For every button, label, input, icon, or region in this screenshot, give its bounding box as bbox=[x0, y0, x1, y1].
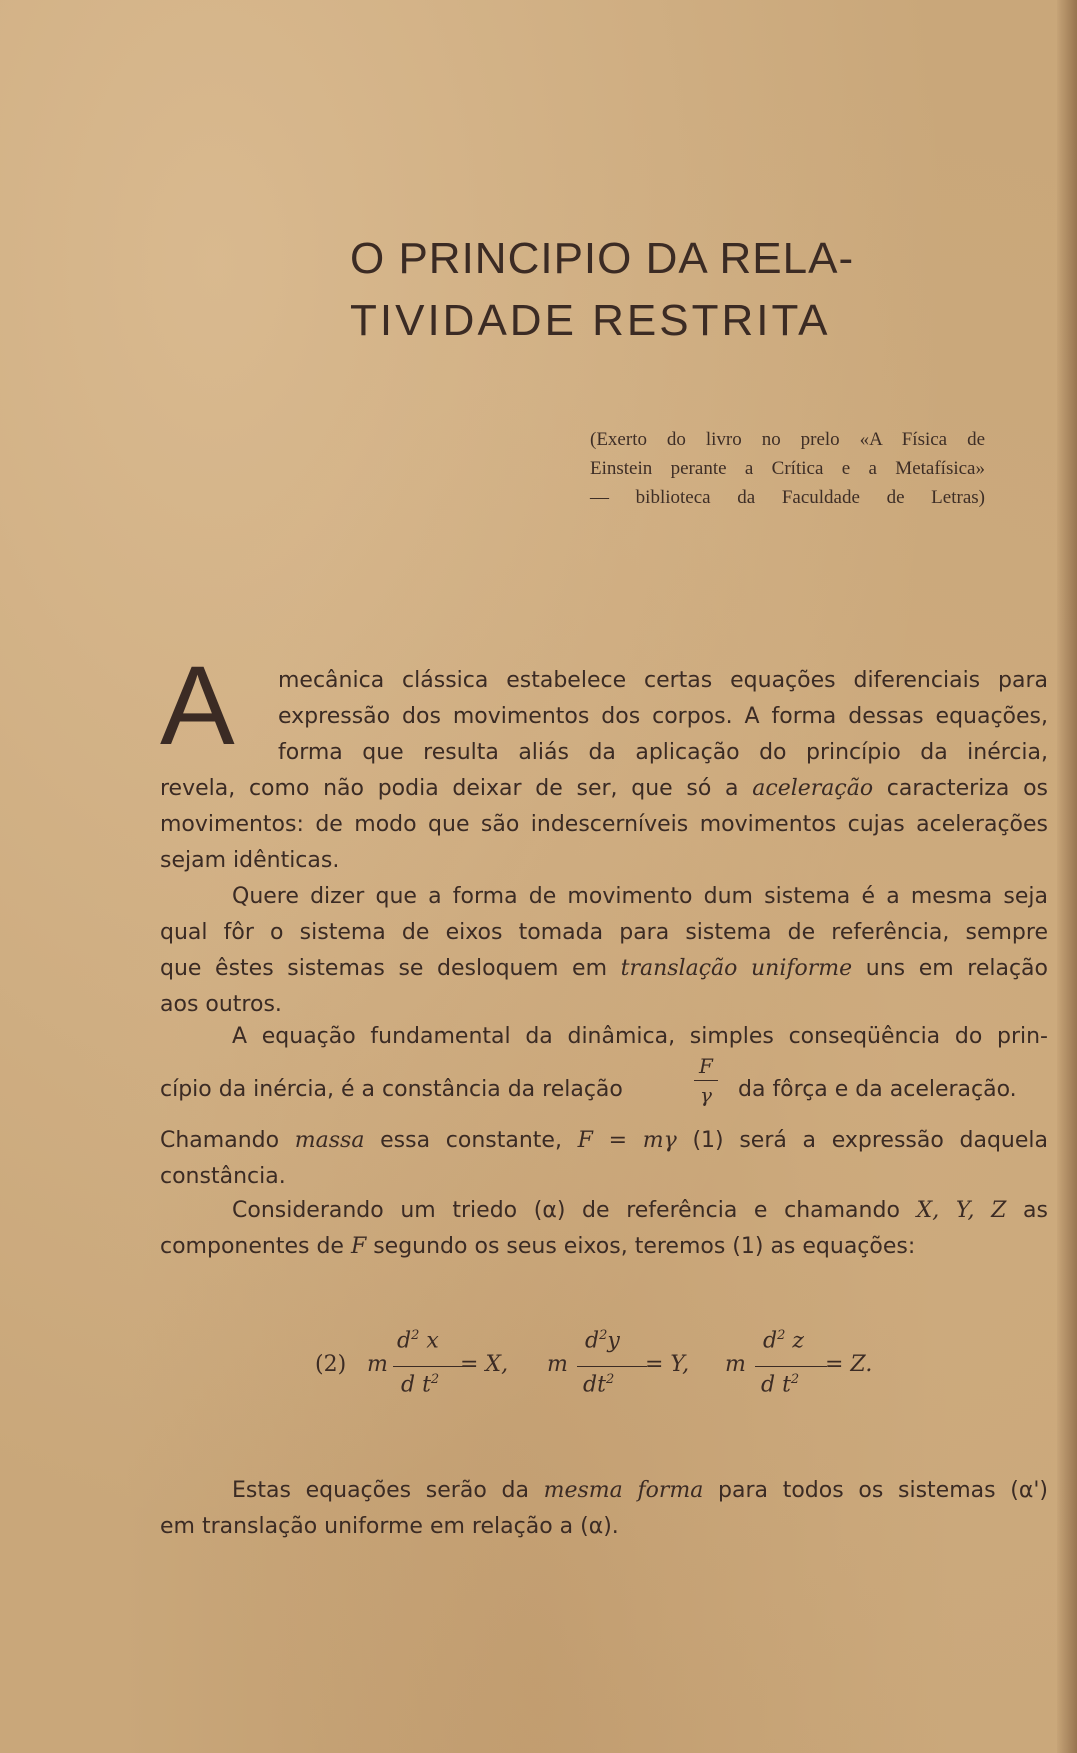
symbols-xyz: X, Y, Z bbox=[916, 1198, 1007, 1223]
p2-line-4: aos outros. bbox=[160, 992, 282, 1017]
p3-line-2-b: da fôrça e da aceleração. bbox=[738, 1077, 1017, 1102]
p3-line-3-mid: essa constante, bbox=[364, 1128, 578, 1153]
p1-line-5: movimentos: de modo que são indescerníveis movimentos cujas acelerações bbox=[160, 812, 1048, 837]
excerpt-line-3: — biblioteca da Faculdade de Letras) bbox=[590, 487, 985, 508]
p4-line-2-text: componentes de bbox=[160, 1234, 351, 1259]
p3-line-3-tail: (1) será a expressão daquela bbox=[676, 1128, 1048, 1153]
numerator-1 bbox=[397, 1328, 439, 1353]
p1-line-4 bbox=[160, 776, 1048, 801]
denominator-1 bbox=[401, 1372, 439, 1397]
p1-line-3: forma que resulta aliás da aplicação do princípio da inércia, bbox=[278, 740, 1048, 765]
page-edge-shadow bbox=[1057, 0, 1077, 1753]
p3-line-2-a: cípio da inércia, é a constância da relação bbox=[160, 1077, 623, 1102]
emphasis-aceleracao: aceleração bbox=[752, 776, 874, 801]
p3-line-3 bbox=[160, 1128, 1048, 1153]
denominator-2-exp: 2 bbox=[605, 1372, 615, 1387]
p5-line-2: em translação uniforme em relação a (α). bbox=[160, 1514, 619, 1539]
p2-line-3 bbox=[160, 956, 1048, 981]
excerpt-note bbox=[590, 425, 985, 512]
mass-symbol-2: m bbox=[547, 1352, 568, 1377]
numerator-2-var: y bbox=[607, 1328, 620, 1354]
fraction-numerator: F bbox=[699, 1054, 713, 1078]
numerator-3-var: z bbox=[785, 1328, 804, 1354]
numerator-1-d: d bbox=[397, 1328, 412, 1354]
fraction-f-over-gamma bbox=[694, 1054, 718, 1107]
drop-cap: A bbox=[160, 643, 235, 768]
p1-line-1: mecânica clássica estabelece certas equações diferenciais para bbox=[278, 668, 1048, 693]
p5-line-1-tail: para todos os sistemas (α') bbox=[703, 1478, 1048, 1503]
excerpt-line-1: (Exerto do livro no prelo «A Física de bbox=[590, 429, 985, 450]
fraction-bar-3 bbox=[755, 1366, 827, 1367]
fraction-denominator: γ bbox=[700, 1083, 712, 1107]
mass-symbol-1: m bbox=[367, 1352, 388, 1377]
result-2: = Y, bbox=[645, 1352, 690, 1377]
p4-line-2 bbox=[160, 1234, 915, 1259]
article-title bbox=[350, 228, 910, 352]
fraction-bar-1 bbox=[393, 1366, 463, 1367]
denominator-3 bbox=[761, 1372, 799, 1397]
numerator-1-var: x bbox=[419, 1328, 439, 1354]
p1-line-4-text: revela, como não podia deixar de ser, que só a bbox=[160, 776, 753, 801]
p3-line-3-text: Chamando bbox=[160, 1128, 295, 1153]
p2-line-3-text: que êstes sistemas se desloquem em bbox=[160, 956, 621, 981]
formula-f-m-gamma: F = mγ bbox=[577, 1128, 677, 1153]
p1-line-6: sejam idênticas. bbox=[160, 848, 340, 873]
denominator-1-dt: d t bbox=[401, 1372, 431, 1398]
numerator-2-d: d bbox=[585, 1328, 600, 1354]
p4-line-1 bbox=[232, 1198, 1048, 1223]
p1-line-2: expressão dos movimentos dos corpos. A forma dessas equações, bbox=[278, 704, 1048, 729]
p5-line-1 bbox=[232, 1478, 1048, 1503]
numerator-2 bbox=[585, 1328, 620, 1353]
denominator-2 bbox=[583, 1372, 614, 1397]
symbol-f: F bbox=[350, 1234, 367, 1259]
title-line-1: O PRINCIPIO DA RELA- bbox=[350, 234, 855, 283]
denominator-3-dt: d t bbox=[761, 1372, 791, 1398]
p4-line-1-text: Considerando um triedo (α) de referência e chamando bbox=[232, 1198, 917, 1223]
p2-line-1: Quere dizer que a forma de movimento dum sistema é a mesma seja bbox=[232, 884, 1048, 909]
p4-line-1-tail: as bbox=[1006, 1198, 1048, 1223]
p4-line-2-tail: segundo os seus eixos, teremos (1) as equações: bbox=[366, 1234, 916, 1259]
emphasis-massa: massa bbox=[294, 1128, 365, 1153]
equation-2 bbox=[315, 1328, 895, 1408]
result-3: = Z. bbox=[825, 1352, 873, 1377]
p5-line-1-text: Estas equações serão da bbox=[232, 1478, 544, 1503]
denominator-2-dt: dt bbox=[583, 1372, 606, 1398]
denominator-1-exp: 2 bbox=[430, 1372, 440, 1387]
mass-symbol-3: m bbox=[725, 1352, 746, 1377]
p2-line-3-tail: uns em relação bbox=[852, 956, 1049, 981]
result-1: = X, bbox=[460, 1352, 509, 1377]
title-line-2: TIVIDADE RESTRITA bbox=[350, 296, 831, 345]
p2-line-2: qual fôr o sistema de eixos tomada para sistema de referência, sempre bbox=[160, 920, 1048, 945]
numerator-2-exp: 2 bbox=[599, 1328, 608, 1343]
p3-line-4: constância. bbox=[160, 1164, 286, 1189]
fraction-bar-2 bbox=[577, 1366, 647, 1367]
numerator-3-exp: 2 bbox=[777, 1328, 786, 1343]
p3-line-1: A equação fundamental da dinâmica, simples conseqüência do prin- bbox=[232, 1024, 1048, 1049]
fraction-bar bbox=[694, 1080, 718, 1081]
equation-label: (2) bbox=[315, 1352, 347, 1377]
emphasis-mesma-forma: mesma forma bbox=[543, 1478, 704, 1503]
excerpt-line-2: Einstein perante a Crítica e a Metafísica» bbox=[590, 458, 985, 479]
numerator-3 bbox=[763, 1328, 804, 1353]
numerator-3-d: d bbox=[763, 1328, 778, 1354]
emphasis-translacao-uniforme: translação uniforme bbox=[620, 956, 853, 981]
denominator-3-exp: 2 bbox=[790, 1372, 800, 1387]
p1-line-4-tail: caracteriza os bbox=[873, 776, 1048, 801]
numerator-1-exp: 2 bbox=[411, 1328, 420, 1343]
